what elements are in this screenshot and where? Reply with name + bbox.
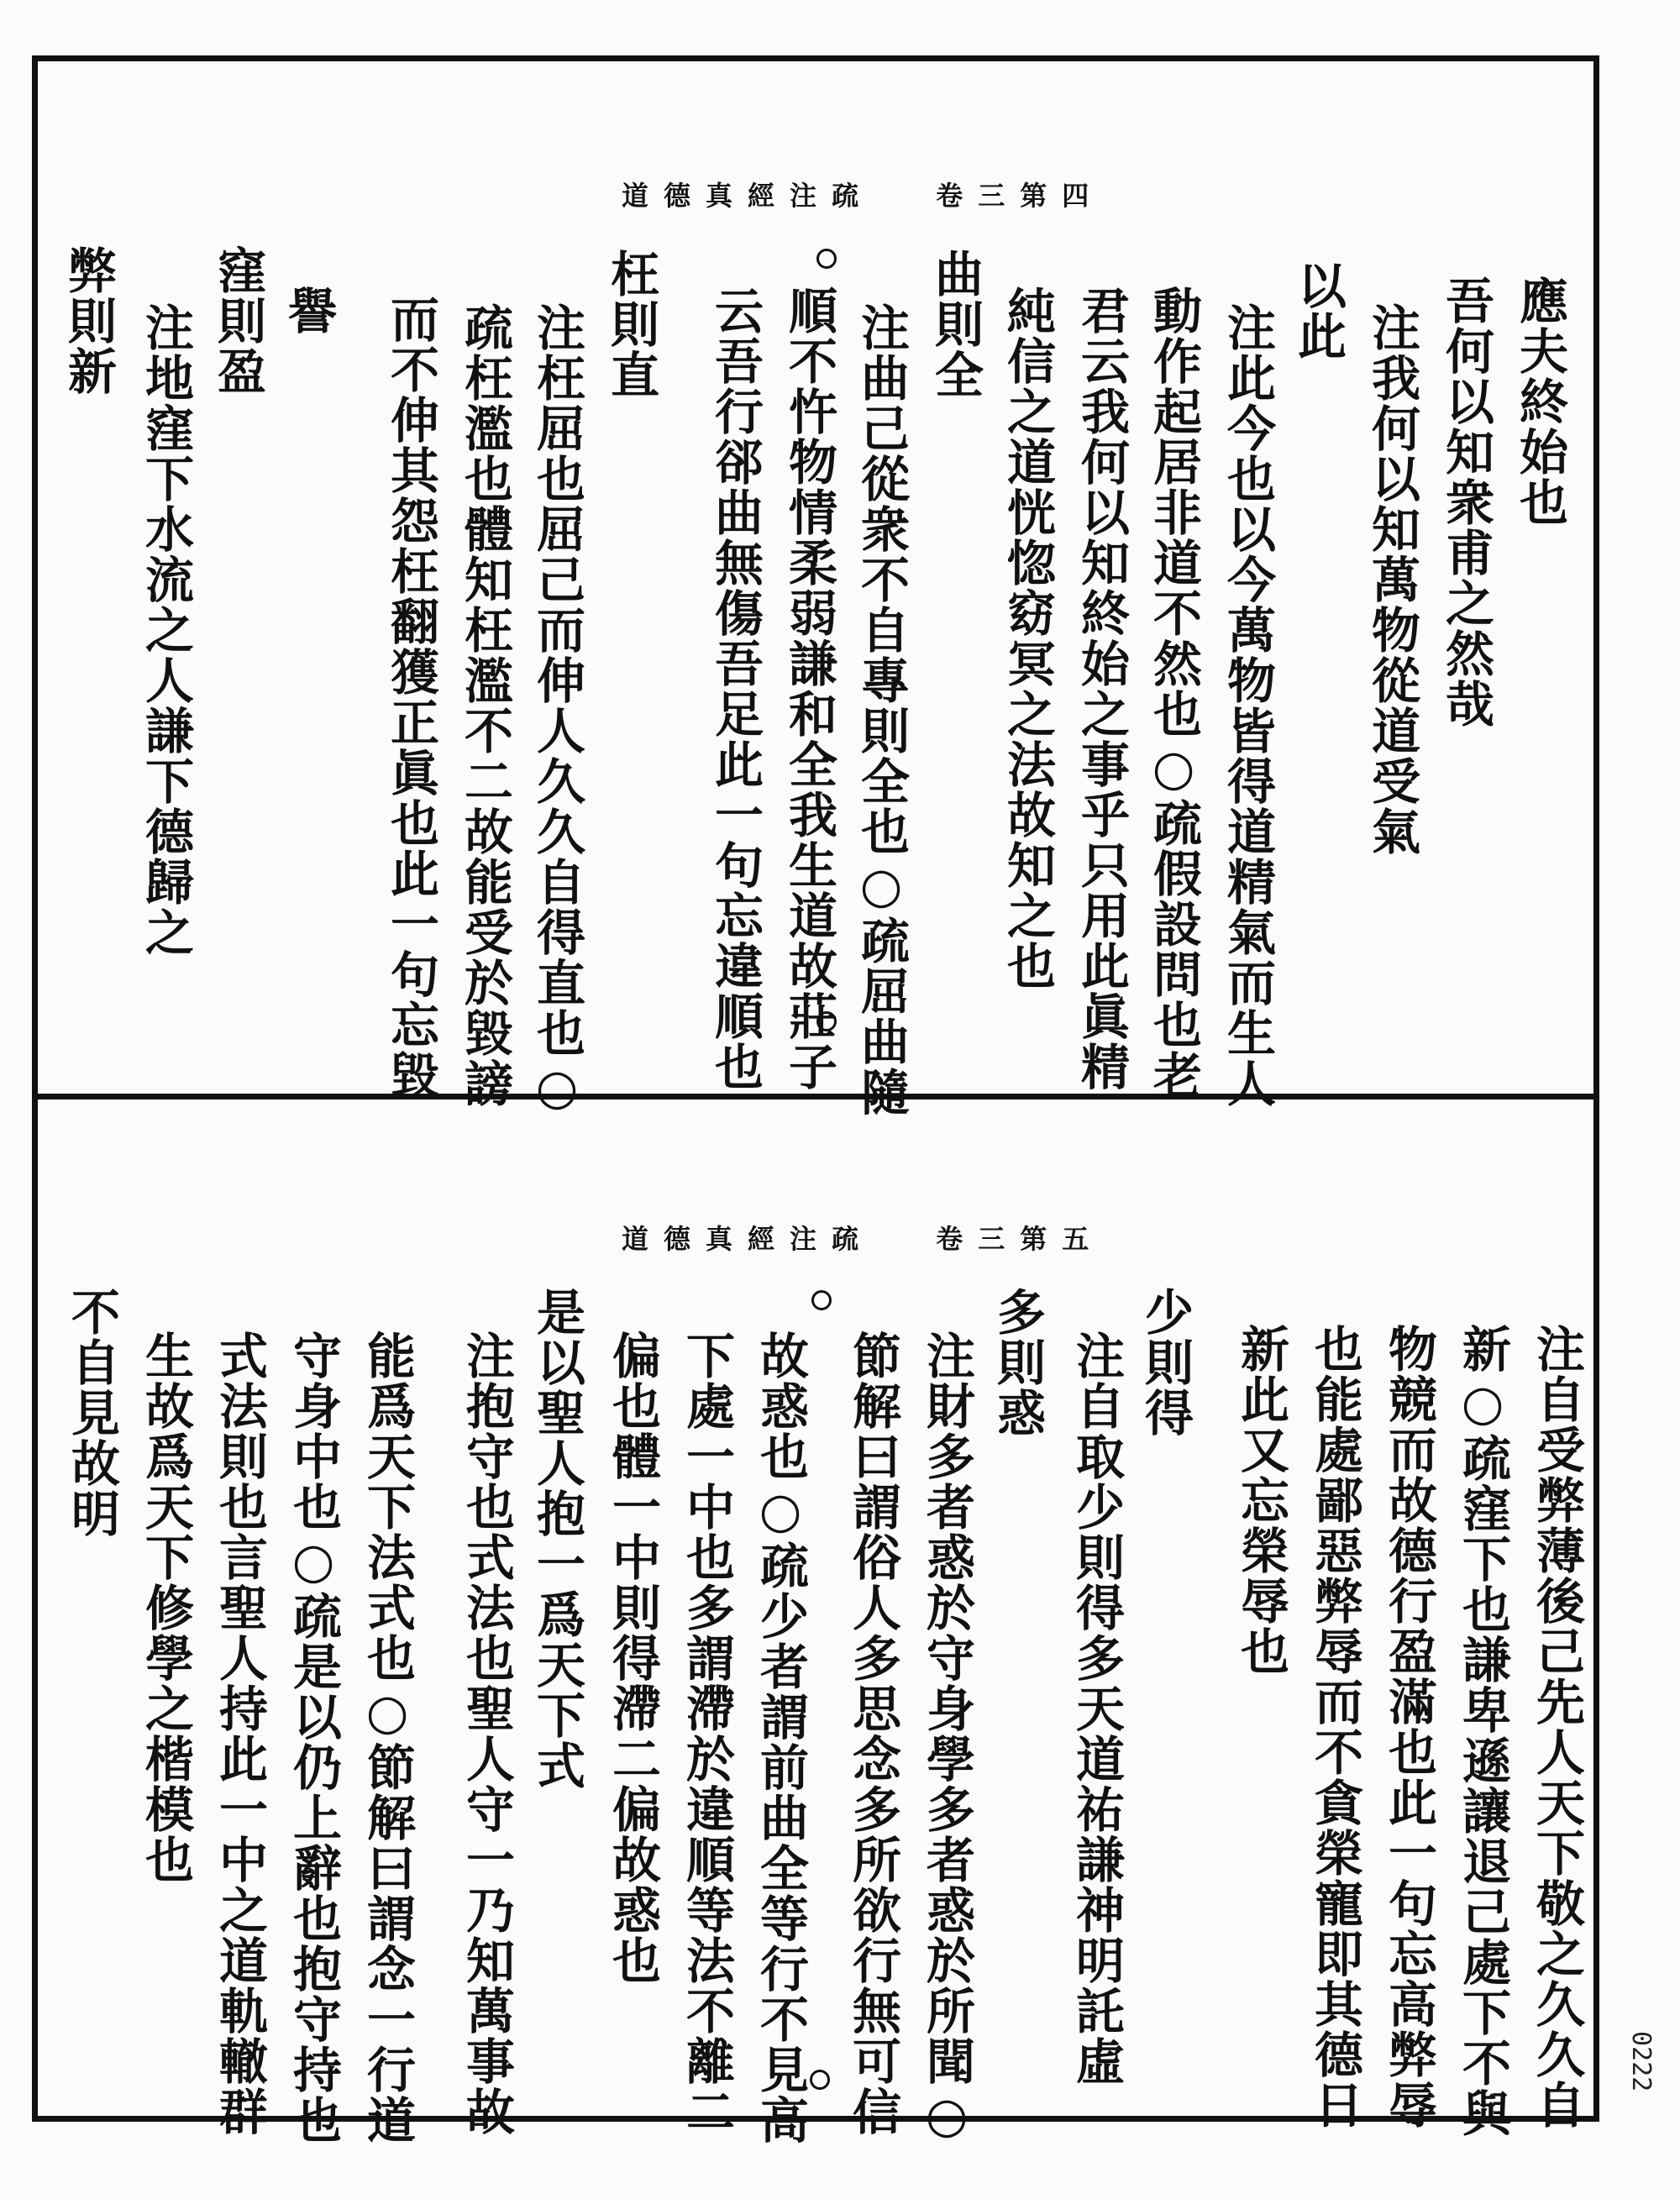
top-col-12: 云吾行郤曲無傷吾足此一句忘違順也 (706, 286, 764, 1092)
top-col-16: 而不伸其怨枉翻獲正眞也此一句忘毀 (382, 294, 439, 1100)
top-col-2: 吾何以知衆甫之然哉 (1437, 276, 1494, 729)
bottom-col-10: 節解曰謂俗人多思念多所欲行無可信 (844, 1330, 901, 2137)
page-number: 0222 (1626, 2031, 1656, 2092)
top-col-17: 譽 (280, 286, 337, 336)
bottom-header-chapter: 卷三第五 (936, 1223, 1105, 1255)
bottom-col-4: 也能處鄙惡弊辱而不貪榮寵即其德日 (1306, 1324, 1363, 2130)
bottom-col-14: 是以聖人抱一爲天下式 (528, 1287, 585, 1791)
bottom-col-11: 故惑也○疏少者謂前曲全等行不見高 (752, 1330, 809, 2145)
bottom-col-9: 注財多者惑於守身學多者惑於所聞○ (918, 1330, 975, 2145)
bottom-col-12: 下處一中也多謂滯於違順等法不離二 (678, 1330, 735, 2137)
top-col-9: 曲則全 (927, 249, 984, 400)
top-col-14: 注枉屈也屈己而伸人久久自得直也○ (528, 302, 585, 1117)
bottom-col-7: 注自取少則得多天道祐謙神明託虛 (1068, 1330, 1125, 2086)
top-col-3: 注我何以知萬物從道受氣 (1363, 302, 1420, 857)
bottom-col-2: 新○疏窪下也謙卑遜讓退己處下不與 (1454, 1324, 1511, 2139)
bottom-col-20: 不自見故明 (63, 1287, 120, 1539)
bottom-col-17: 守身中也○疏是以仍上辭也抱守持也 (285, 1330, 342, 2145)
bottom-col-1: 注自受弊薄後己先人天下敬之久久自 (1528, 1324, 1585, 2130)
bottom-col-19: 生故爲天下修學之楷模也 (137, 1330, 194, 1885)
bottom-col-15: 注抱守也式法也聖人守一乃知萬事故 (458, 1330, 515, 2137)
panel-divider (32, 1094, 1599, 1100)
bottom-col-3: 物競而故德行盈滿也此一句忘高弊辱 (1380, 1324, 1437, 2130)
top-col-8: 純信之道恍惚窈冥之法故知之也 (999, 286, 1056, 991)
bottom-header-title: 道德真經注疏 (622, 1223, 874, 1255)
top-col-6: 動作起居非道不然也○疏假設問也老 (1145, 286, 1202, 1100)
top-col-19: 注地窪下水流之人謙下德歸之 (137, 302, 194, 958)
bottom-col-13: 偏也體一中則得滯二偏故惑也 (604, 1330, 661, 1986)
top-col-20: 弊則新 (60, 245, 117, 396)
top-col-11: 順不忤物情柔弱謙和全我生道故莊子 (780, 286, 837, 1092)
top-col-7: 君云我何以知終始之事乎只用此眞精 (1073, 286, 1130, 1092)
bottom-col-16: 能爲天下法式也○節解曰謂念一行道 (359, 1330, 416, 2145)
section-circle-mark (810, 2070, 830, 2090)
top-col-13: 枉則直 (602, 249, 659, 400)
top-col-18: 窪則盈 (209, 245, 266, 396)
top-col-15: 疏枉濫也體知枉濫不二故能受於毀謗 (456, 302, 513, 1109)
bottom-col-5: 新此又忘榮辱也 (1232, 1324, 1289, 1677)
top-header (622, 175, 1104, 213)
section-circle-mark (811, 1290, 832, 1310)
section-circle-mark (816, 249, 837, 269)
bottom-col-18: 式法則也言聖人持此一中之道軌轍群 (211, 1330, 268, 2137)
top-header-chapter: 卷三第四 (936, 180, 1105, 212)
top-col-5: 注此今也以今萬物皆得道精氣而生人 (1219, 302, 1276, 1109)
top-col-4: 以此 (1289, 260, 1347, 361)
bottom-header (622, 1218, 1104, 1257)
bottom-col-8: 多則惑 (989, 1287, 1046, 1438)
top-col-1: 應夫終始也 (1511, 276, 1568, 527)
bottom-col-6: 少則得 (1137, 1287, 1194, 1438)
top-header-title: 道德真經注疏 (622, 180, 874, 212)
top-col-10: 注曲己從衆不自專則全也○疏屈曲隨 (853, 302, 910, 1117)
section-circle-mark (816, 1011, 837, 1031)
